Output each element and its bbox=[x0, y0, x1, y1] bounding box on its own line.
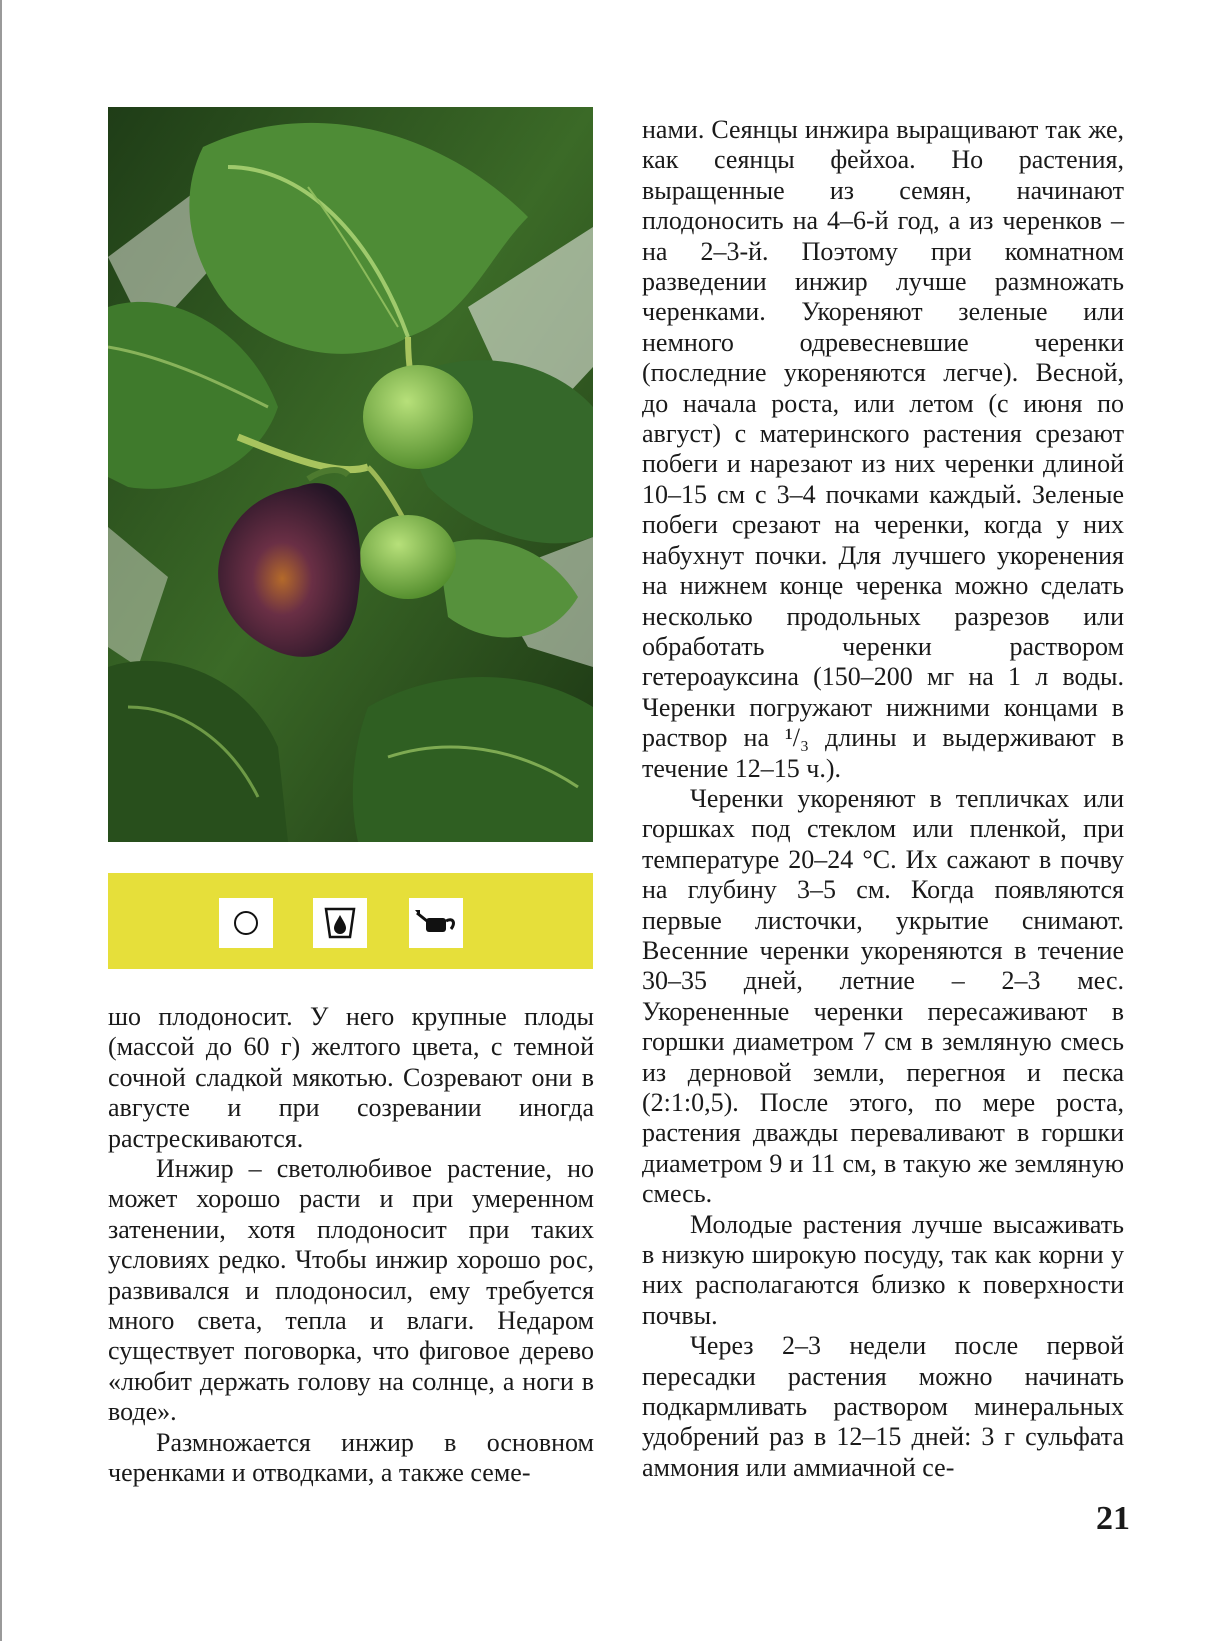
page-number: 21 bbox=[1096, 1500, 1130, 1537]
paragraph: Черенки укореняют в тепличках или горшках под стеклом или пленкой, при температуре 20–24 °С. Их сажают в почву на глубину 3–5 см. Когда появляются первые листочки, укрытие снимают. Весенние черенки укореняются в течение 30–35 дней, летние – 2–3 мес. Укорененные черенки пересаживают в горшки диаметром 7 см в земляную смесь из дерновой земли, перегноя и песка (2:1:0,5). После этого, по мере роста, растения дважды переваливают в горшки диаметром 9 и 11 см, в такую же земляную смесь. bbox=[642, 783, 1124, 1209]
page-edge bbox=[0, 0, 2, 1641]
right-text-column bbox=[642, 115, 1124, 1483]
paragraph: нами. Сеянцы инжира выращивают так же, как сеянцы фейхоа. Но растения, выращенные из семян, начинают плодоносить на 4–6-й год, а из черенков – на 2–3-й. Поэтому при комнатном разведении инжир лучше размножать черенками. Укореняют зеленые или немного одревесневшие черенки (последние укореняются легче). Весной, до начала роста, или летом (с июня по август) с материнского растения срезают побеги и нарезают из них черенки длиной 10–15 см с 3–4 почками каждый. Зеленые побеги срезают на черенки, когда у них набухнут почки. Для лучшего укоренения на нижнем конце черенка можно сделать несколько продольных разрезов или обработать черенки раствором гетероауксина (150–200 мг на 1 л воды. Черенки погружают нижними концами в раствор на ¹/₃ длины и выдерживают в течение 12–15 ч.). bbox=[642, 115, 1124, 783]
sun-light-icon bbox=[219, 898, 273, 948]
water-drop-pot-icon bbox=[313, 898, 367, 948]
fig-photo bbox=[108, 107, 593, 842]
paragraph: Инжир – светолюбивое растение, но может хорошо расти и при умеренном затенении, хотя плодоносит при таких условиях редко. Чтобы инжир хорошо рос, развивался и плодоносил, ему требуется много света, тепла и влаги. Недаром существует поговорка, что фиговое дерево «любит держать голову на солнце, а ноги в воде». bbox=[108, 1154, 594, 1427]
paragraph: Через 2–3 недели после первой пересадки растения можно начинать подкармливать раствором минеральных удобрений раз в 12–15 дней: 3 г сульфата аммония или аммиачной се- bbox=[642, 1331, 1124, 1482]
paragraph: Размножается инжир в основном черенками и отводками, а также семе- bbox=[108, 1427, 594, 1488]
paragraph: Молодые растения лучше высаживать в низкую широкую посуду, так как корни у них располагаются близко к поверхности почвы. bbox=[642, 1209, 1124, 1330]
care-icons-band bbox=[108, 873, 593, 969]
left-text-column bbox=[108, 1002, 594, 1489]
watering-can-icon bbox=[409, 898, 463, 948]
paragraph: шо плодоносит. У него крупные плоды (массой до 60 г) желтого цвета, с темной сочной сладкой мякотью. Созревают они в августе и при созревании иногда растрескиваются. bbox=[108, 1002, 594, 1153]
